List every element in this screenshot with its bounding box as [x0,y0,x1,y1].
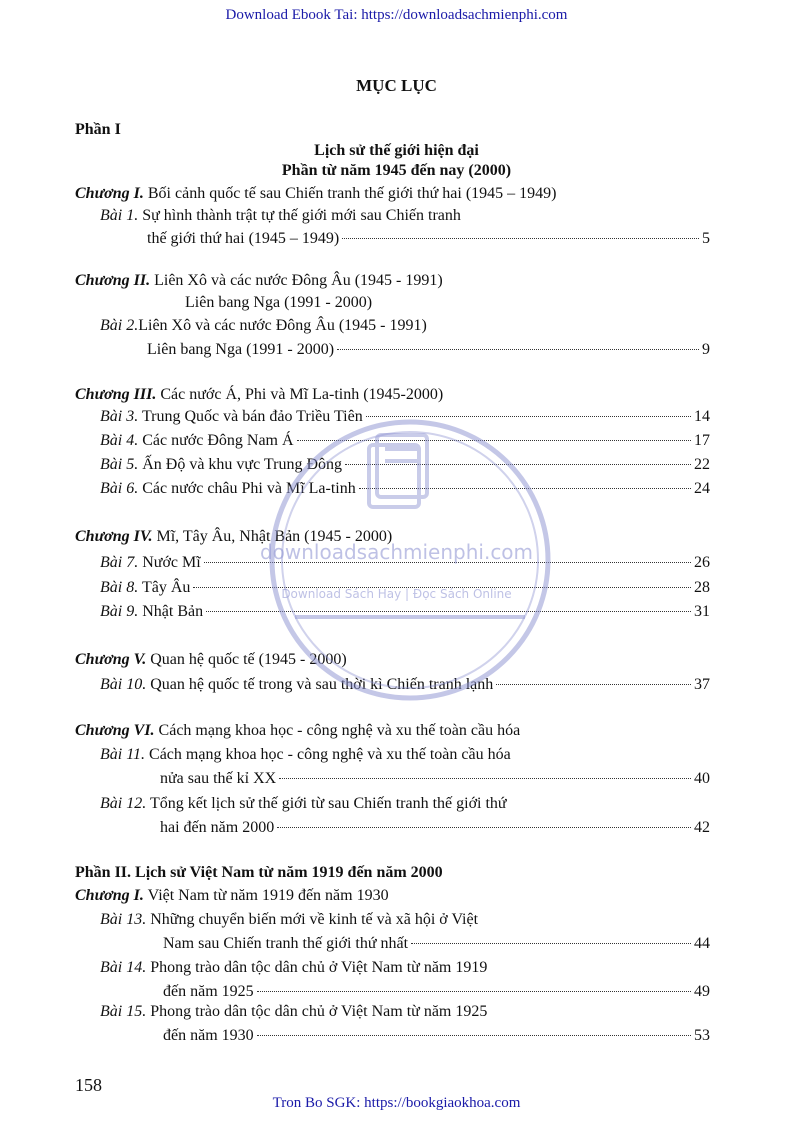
lesson-11-line1 [100,745,511,765]
page-title: MỤC LỤC [356,76,437,95]
part-1-subheading: Phần từ năm 1945 đến nay (2000) [281,162,512,179]
chapter-6 [75,721,520,741]
page-ref: 37 [694,676,710,693]
chapter-label: Chương I. [75,887,144,904]
dot-leader [345,464,691,465]
lesson-13-entry[interactable] [163,934,710,954]
chapter-label: Chương VI. [75,722,155,739]
watermark-tagline: Download Sách Hay | Đọc Sách Online [281,587,512,601]
page-ref: 17 [694,432,710,449]
page-ref: 22 [694,456,710,473]
lesson-2-entry[interactable] [147,340,710,360]
top-banner-link[interactable]: Download Ebook Tai: https://downloadsachmienphi.com [225,7,568,23]
lesson-label: Bài 5. [100,456,139,473]
lesson-title: Nhật Bản [142,603,204,620]
dot-leader [496,684,691,685]
lesson-label: Bài 15. [100,1003,147,1020]
lesson-label: Bài 7. [100,554,139,571]
lesson-title: Sự hình thành trật tự thế giới mới sau Chiến tranh [142,207,461,224]
lesson-label: Bài 8. [100,579,139,596]
watermark-site: downloadsachmienphi.com [259,540,534,564]
lesson-11-entry[interactable] [160,769,710,789]
page-ref: 14 [694,408,710,425]
page-ref: 40 [694,770,710,787]
lesson-6-entry[interactable] [100,479,710,499]
chapter-5 [75,650,347,670]
lesson-5-entry[interactable] [100,455,710,475]
dot-leader [279,778,691,779]
dot-leader [206,611,691,612]
page-ref: 49 [694,983,710,1000]
lesson-title-cont: hai đến năm 2000 [160,819,275,836]
lesson-12-entry[interactable] [160,818,710,838]
lesson-label: Bài 1. [100,207,139,224]
dot-leader [297,440,691,441]
dot-leader [366,416,691,417]
chapter-1 [75,184,556,204]
lesson-title-cont: nửa sau thế kỉ XX [160,770,277,787]
lesson-2-line1 [100,316,427,336]
page-ref: 44 [694,935,710,952]
page-ref: 5 [702,230,710,247]
chapter-title: Bối cảnh quốc tế sau Chiến tranh thế giới thứ hai (1945 – 1949) [147,185,557,202]
lesson-title: Trung Quốc và bán đảo Triều Tiên [141,408,363,425]
chapter-title: Các nước Á, Phi và Mĩ La-tinh (1945-2000) [160,386,444,403]
lesson-title: Nước Mĩ [142,554,201,571]
lesson-title-cont: đến năm 1925 [163,983,254,1000]
lesson-label: Bài 3. [100,408,139,425]
lesson-14-entry[interactable] [163,982,710,1002]
chapter-label: Chương V. [75,651,147,668]
part-2-chapter-1 [75,886,389,906]
lesson-title-cont: Liên bang Nga (1991 - 2000) [147,341,335,358]
lesson-15-line1 [100,1002,487,1022]
lesson-title: Phong trào dân tộc dân chủ ở Việt Nam từ năm 1925 [150,1003,488,1020]
bottom-banner-link[interactable]: Tron Bo SGK: https://bookgiaokhoa.com [272,1095,521,1111]
lesson-title: Ấn Độ và khu vực Trung Đông [142,456,343,473]
dot-leader [342,238,699,239]
chapter-title: Mĩ, Tây Âu, Nhật Bản (1945 - 2000) [156,528,393,545]
part-2-heading: Phần II. Lịch sử Việt Nam từ năm 1919 đến năm 2000 [75,864,443,881]
page-ref: 28 [694,579,710,596]
page-ref: 53 [694,1027,710,1044]
lesson-title: Cách mạng khoa học - công nghệ và xu thế toàn cầu hóa [149,746,511,763]
lesson-title: Liên Xô và các nước Đông Âu (1945 - 1991) [138,317,427,334]
dot-leader [257,1035,691,1036]
lesson-label: Bài 2. [100,317,139,334]
lesson-12-line1 [100,794,507,814]
lesson-title: Phong trào dân tộc dân chủ ở Việt Nam từ năm 1919 [150,959,488,976]
chapter-title: Việt Nam từ năm 1919 đến năm 1930 [147,887,389,904]
lesson-13-line1 [100,910,478,930]
chapter-title: Liên Xô và các nước Đông Âu (1945 - 1991) [154,272,443,289]
chapter-3 [75,385,443,405]
dot-leader [337,349,699,350]
lesson-title: Tổng kết lịch sử thế giới từ sau Chiến tranh thế giới thứ [149,795,507,812]
lesson-1-entry[interactable] [147,229,710,249]
lesson-9-entry[interactable] [100,602,710,622]
lesson-label: Bài 10. [100,676,147,693]
part-1-label: Phần I [75,121,121,138]
lesson-label: Bài 6. [100,480,139,497]
lesson-title: Các nước châu Phi và Mĩ La-tinh [142,480,356,497]
lesson-label: Bài 14. [100,959,147,976]
lesson-title-cont: Nam sau Chiến tranh thế giới thứ nhất [163,935,409,952]
lesson-4-entry[interactable] [100,431,710,451]
chapter-label: Chương III. [75,386,157,403]
page-ref: 9 [702,341,710,358]
lesson-label: Bài 9. [100,603,139,620]
chapter-2-line2: Liên bang Nga (1991 - 2000) [185,294,373,311]
dot-leader [359,488,691,489]
lesson-title-cont: đến năm 1930 [163,1027,254,1044]
chapter-title: Quan hệ quốc tế (1945 - 2000) [150,651,347,668]
page-ref: 26 [694,554,710,571]
chapter-2 [75,271,443,291]
lesson-14-line1 [100,958,487,978]
lesson-15-entry[interactable] [163,1026,710,1046]
page-ref: 42 [694,819,710,836]
dot-leader [277,827,691,828]
chapter-title: Cách mạng khoa học - công nghệ và xu thế toàn cầu hóa [158,722,521,739]
lesson-label: Bài 13. [100,911,147,928]
lesson-label: Bài 4. [100,432,139,449]
chapter-label: Chương IV. [75,528,153,545]
lesson-title: Quan hệ quốc tế trong và sau thời kì Chiến tranh lạnh [150,676,494,693]
chapter-label: Chương I. [75,185,144,202]
dot-leader [411,943,691,944]
lesson-1-line1 [100,206,461,226]
lesson-title-cont: thế giới thứ hai (1945 – 1949) [147,230,340,247]
page-ref: 31 [694,603,710,620]
lesson-title: Các nước Đông Nam Á [142,432,294,449]
lesson-title: Tây Âu [141,579,191,596]
lesson-3-entry[interactable] [100,407,710,427]
lesson-label: Bài 12. [100,795,147,812]
chapter-label: Chương II. [75,272,151,289]
page-number: 158 [75,1075,102,1095]
lesson-10-entry[interactable] [100,675,710,695]
part-1-heading: Lịch sử thế giới hiện đại [314,142,479,159]
page-ref: 24 [694,480,710,497]
lesson-label: Bài 11. [100,746,146,763]
dot-leader [257,991,691,992]
lesson-title: Những chuyển biến mới về kinh tế và xã hội ở Việt [150,911,479,928]
